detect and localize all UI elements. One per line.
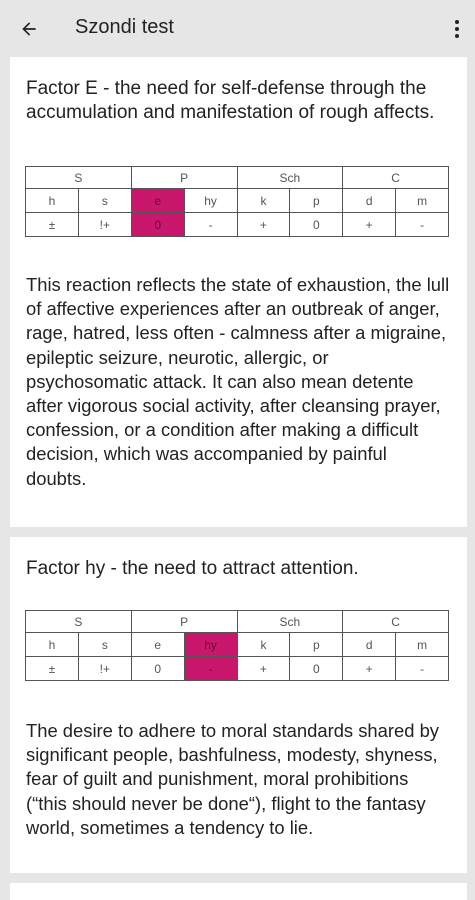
factor-cell: e xyxy=(131,633,184,657)
value-cell: - xyxy=(396,657,449,681)
value-cell-highlighted: 0 xyxy=(131,213,184,237)
content-scroll[interactable] xyxy=(10,57,467,900)
value-cell: 0 xyxy=(131,657,184,681)
value-cell: !+ xyxy=(78,657,131,681)
factor-cell: k xyxy=(237,633,290,657)
factor-cell-highlighted: e xyxy=(131,189,184,213)
factor-cell: s xyxy=(78,633,131,657)
value-cell: + xyxy=(237,213,290,237)
value-cell: 0 xyxy=(290,213,343,237)
value-cell: ± xyxy=(26,213,79,237)
factor-table xyxy=(25,610,449,681)
group-cell: Sch xyxy=(237,167,343,189)
group-cell: S xyxy=(26,611,132,633)
group-cell: S xyxy=(26,167,132,189)
page-title: Szondi test xyxy=(75,16,174,38)
factor-table xyxy=(25,166,449,237)
factor-cell: m xyxy=(396,189,449,213)
value-cell-highlighted: - xyxy=(184,657,237,681)
factor-cell: d xyxy=(343,633,396,657)
factor-heading: Factor E - the need for self-defense through the accumulation and manifestation of rough affects. xyxy=(26,78,435,123)
factor-cell: h xyxy=(26,633,79,657)
factor-cell: s xyxy=(78,189,131,213)
factor-cell-highlighted: hy xyxy=(184,633,237,657)
factor-card xyxy=(10,537,467,873)
factor-cell: d xyxy=(343,189,396,213)
group-cell: C xyxy=(343,167,449,189)
factor-heading: Factor hy - the need to attract attention. xyxy=(26,558,359,579)
factor-cell: p xyxy=(290,189,343,213)
group-cell: P xyxy=(131,167,237,189)
value-cell: 0 xyxy=(290,657,343,681)
value-cell: !+ xyxy=(78,213,131,237)
factor-cell: m xyxy=(396,633,449,657)
arrow-back-icon xyxy=(19,19,39,39)
value-cell: - xyxy=(184,213,237,237)
factor-card xyxy=(10,57,467,527)
value-cell: ± xyxy=(26,657,79,681)
value-cell: + xyxy=(343,657,396,681)
factor-description: This reaction reflects the state of exhaustion, the lull of affective experiences after an outbreak of anger, rage, hatred, less often - calmness after a migraine, epileptic seizure, neurotic, allergic, or psychosomatic attack. It can also mean detente after vigorous social activity, after cleansing prayer, confession, or a condition after making a difficult decision, which was accompanied by painful doubts. xyxy=(26,274,450,489)
factor-cell: p xyxy=(290,633,343,657)
group-cell: P xyxy=(131,611,237,633)
factor-card-partial xyxy=(10,883,467,900)
back-button[interactable] xyxy=(14,14,44,44)
value-cell: + xyxy=(343,213,396,237)
value-cell: - xyxy=(396,213,449,237)
more-options-button[interactable] xyxy=(447,14,467,44)
factor-description: The desire to adhere to moral standards shared by significant people, bashfulness, modesty, shyness, fear of guilt and punishment, moral prohibitions (“this should never be done“), flight to the fantasy world, sometimes a tendency to lie. xyxy=(26,720,439,838)
app-bar xyxy=(0,0,475,57)
factor-cell: hy xyxy=(184,189,237,213)
group-cell: Sch xyxy=(237,611,343,633)
more-vert-icon xyxy=(454,19,460,39)
value-cell: + xyxy=(237,657,290,681)
group-cell: C xyxy=(343,611,449,633)
factor-cell: h xyxy=(26,189,79,213)
factor-cell: k xyxy=(237,189,290,213)
